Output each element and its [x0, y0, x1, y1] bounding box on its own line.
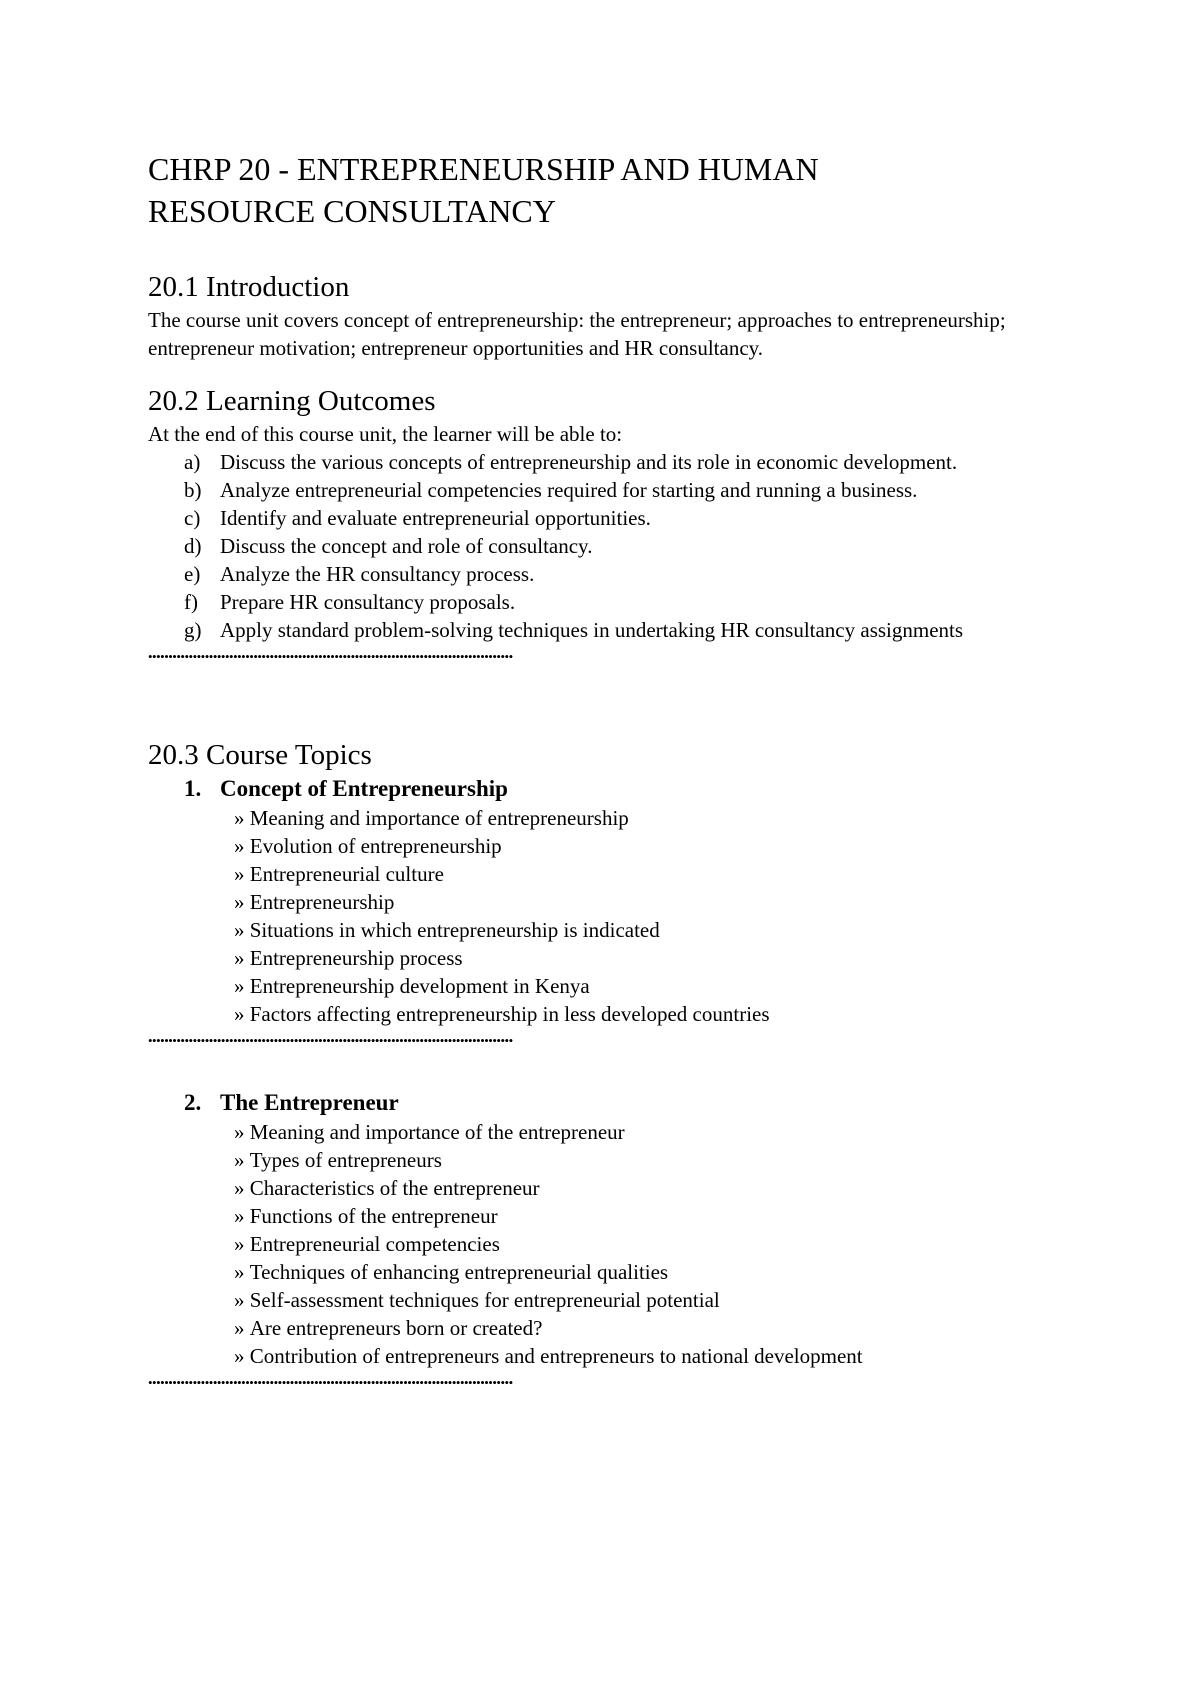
learning-outcome-text: Apply standard problem-solving techniques in undertaking HR consultancy assignments	[220, 618, 964, 642]
list-marker: g)	[184, 618, 202, 642]
course-topics-heading: 20.3 Course Topics	[148, 739, 372, 771]
dotted-separator: ••••••••••••••••••••••••••••••••••••••••••••••••••••••••••••••••••••••••••••••••••••••••••	[148, 1375, 513, 1390]
subtopic-list	[148, 804, 1068, 1028]
learning-outcome-item	[148, 616, 1068, 644]
subtopic-item: » Techniques of enhancing entrepreneurial qualities	[234, 1258, 1068, 1286]
subtopic-item: » Self-assessment techniques for entrepreneurial potential	[234, 1286, 1068, 1314]
subtopic-item: » Situations in which entrepreneurship is indicated	[234, 916, 1068, 944]
subtopic-item: » Are entrepreneurs born or created?	[234, 1314, 1068, 1342]
subtopic-item: » Meaning and importance of entrepreneurship	[234, 804, 1068, 832]
course-topics-section	[148, 738, 1068, 1392]
subtopic-item: » Types of entrepreneurs	[234, 1146, 1068, 1174]
dotted-separator: ••••••••••••••••••••••••••••••••••••••••••••••••••••••••••••••••••••••••••••••••••••••••••	[148, 649, 513, 664]
list-marker: a)	[184, 450, 201, 474]
subtopic-item: » Entrepreneurship development in Kenya	[234, 972, 1068, 1000]
topic-number: 2.	[184, 1090, 202, 1115]
topic-heading	[148, 1088, 1068, 1118]
learning-outcome-text: Discuss the concept and role of consultancy.	[220, 534, 593, 558]
learning-outcomes-list	[148, 448, 1068, 644]
learning-outcome-item	[148, 532, 1068, 560]
introduction-heading: 20.1 Introduction	[148, 271, 350, 303]
learning-outcome-item	[148, 476, 1068, 504]
document-title-line-1: CHRP 20 - ENTREPRENEURSHIP AND HUMAN	[148, 151, 819, 187]
learning-outcome-item	[148, 588, 1068, 616]
topic-block	[148, 774, 1068, 1050]
subtopic-item: » Entrepreneurial culture	[234, 860, 1068, 888]
list-marker: e)	[184, 562, 201, 586]
subtopic-item: » Evolution of entrepreneurship	[234, 832, 1068, 860]
document-title-line-2: RESOURCE CONSULTANCY	[148, 193, 556, 229]
learning-outcome-text: Discuss the various concepts of entrepreneurship and its role in economic development.	[220, 450, 958, 474]
learning-outcome-item	[148, 448, 1068, 476]
topic-number: 1.	[184, 776, 202, 801]
learning-outcome-text: Identify and evaluate entrepreneurial opportunities.	[220, 506, 651, 530]
subtopic-item: » Entrepreneurial competencies	[234, 1230, 1068, 1258]
topic-title: The Entrepreneur	[220, 1090, 399, 1115]
learning-outcomes-section	[148, 384, 1068, 666]
introduction-text: The course unit covers concept of entrepreneurship: the entrepreneur; approaches to entrepreneurship; entrepreneur motivation; entrepreneur opportunities and HR consultancy.	[148, 308, 1006, 360]
topic-title: Concept of Entrepreneurship	[220, 776, 508, 801]
dotted-separator: ••••••••••••••••••••••••••••••••••••••••••••••••••••••••••••••••••••••••••••••••••••••••••	[148, 1033, 513, 1048]
learning-outcome-item	[148, 504, 1068, 532]
document-page	[148, 148, 1068, 1392]
document-title	[148, 148, 1068, 232]
subtopic-item: » Factors affecting entrepreneurship in less developed countries	[234, 1000, 1068, 1028]
list-marker: f)	[184, 590, 198, 614]
subtopic-item: » Entrepreneurship process	[234, 944, 1068, 972]
learning-outcome-text: Prepare HR consultancy proposals.	[220, 590, 516, 614]
subtopic-item: » Contribution of entrepreneurs and entrepreneurs to national development	[234, 1342, 1068, 1370]
list-marker: b)	[184, 478, 202, 502]
subtopic-item: » Functions of the entrepreneur	[234, 1202, 1068, 1230]
learning-outcome-text: Analyze entrepreneurial competencies required for starting and running a business.	[220, 478, 918, 502]
learning-outcome-item	[148, 560, 1068, 588]
introduction-section	[148, 270, 1068, 362]
topic-heading	[148, 774, 1068, 804]
learning-outcomes-intro: At the end of this course unit, the learner will be able to:	[148, 422, 623, 446]
subtopic-item: » Characteristics of the entrepreneur	[234, 1174, 1068, 1202]
list-marker: d)	[184, 534, 202, 558]
subtopic-item: » Meaning and importance of the entrepreneur	[234, 1118, 1068, 1146]
learning-outcome-text: Analyze the HR consultancy process.	[220, 562, 535, 586]
topic-block	[148, 1088, 1068, 1392]
list-marker: c)	[184, 506, 201, 530]
learning-outcomes-heading: 20.2 Learning Outcomes	[148, 385, 436, 417]
subtopic-list	[148, 1118, 1068, 1370]
subtopic-item: » Entrepreneurship	[234, 888, 1068, 916]
